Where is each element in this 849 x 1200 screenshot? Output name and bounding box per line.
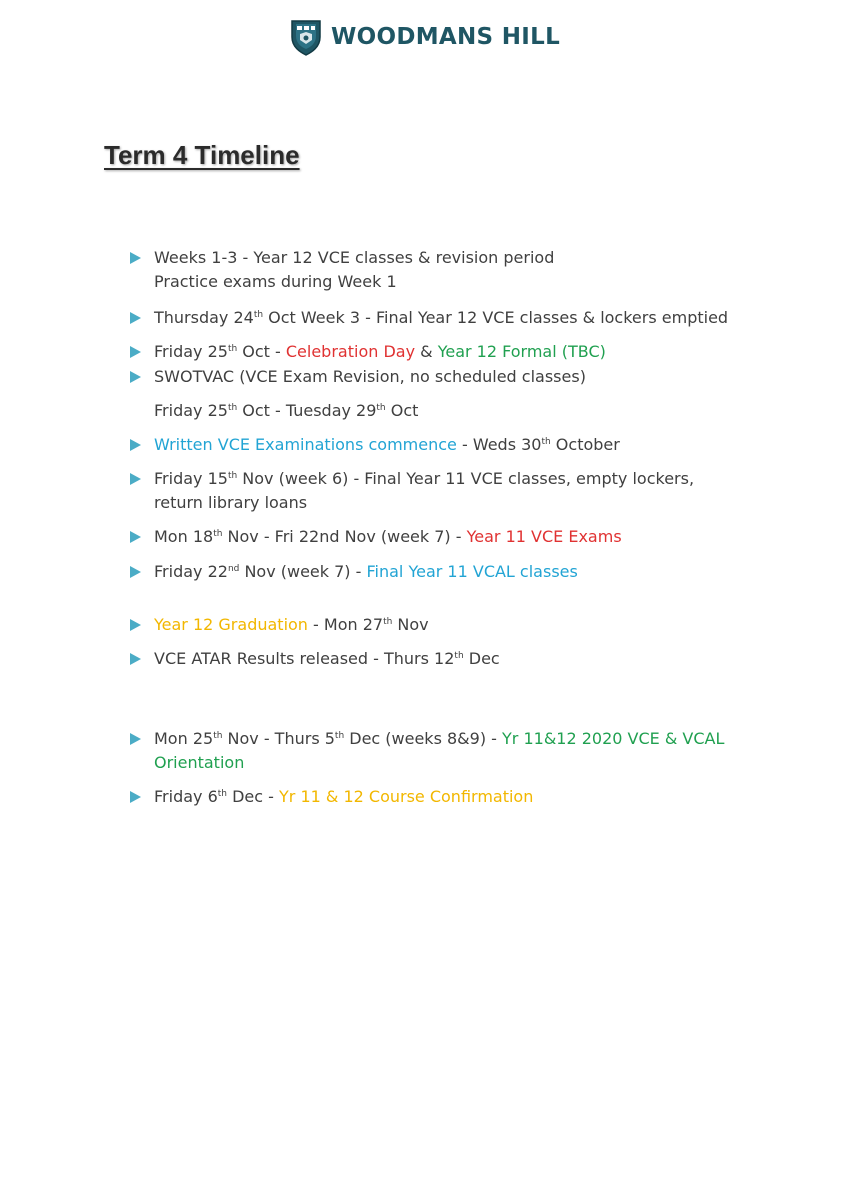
text-segment: Oct - Tuesday 29 [237,401,377,420]
triangle-bullet-icon [130,252,141,264]
timeline-line: Practice exams during Week 1 [154,272,397,291]
highlight-course-confirmation: Yr 11 & 12 Course Confirmation [279,787,534,806]
text-segment: Friday 25 [154,342,228,361]
ordinal-suffix: th [334,731,345,741]
triangle-bullet-icon [130,346,141,358]
text-segment: Dec (weeks 8&9) - [344,729,503,748]
highlight-final-vcal-classes: Final Year 11 VCAL classes [366,562,578,581]
triangle-bullet-icon [130,733,141,745]
ordinal-suffix: th [454,651,464,661]
school-crest-logo [289,18,323,56]
text-segment: Friday 15 [154,469,228,488]
timeline-item-text [154,727,724,775]
school-name: WOODMANS HILL [330,24,561,50]
highlight-year-12-formal: Year 12 Formal (TBC) [437,342,606,361]
text-segment: Friday 22 [154,562,228,581]
text-segment: - Mon 27 [307,615,384,634]
ordinal-suffix: th [383,617,393,627]
ordinal-suffix: th [213,529,223,539]
timeline-item-text [154,647,500,671]
timeline-item-text [154,399,418,423]
timeline-item-text [154,525,622,549]
timeline-line: Weeks 1-3 - Year 12 VCE classes & revision period [154,248,555,267]
ordinal-suffix: th [253,310,264,320]
triangle-bullet-icon [130,791,141,803]
highlight-orientation: Yr 11&12 2020 VCE & VCAL [502,729,725,748]
text-segment: Mon 18 [154,527,214,546]
ordinal-suffix: th [227,471,238,481]
highlight-celebration-day: Celebration Day [285,342,416,361]
text-segment: Nov (week 6) - Final Year 11 VCE classes, empty lockers, [237,469,695,488]
text-segment: Friday 25 [154,401,228,420]
timeline-item-text [154,340,606,364]
triangle-bullet-icon [130,619,141,631]
text-segment: Oct [385,401,419,420]
text-segment: Dec - [227,787,279,806]
text-segment: Mon 25 [154,729,214,748]
triangle-bullet-icon [130,312,141,324]
text-segment: SWOTVAC (VCE Exam Revision, no scheduled classes) [154,367,586,386]
timeline-item-text [154,246,554,294]
ordinal-suffix: th [227,403,238,413]
highlight-orientation: Orientation [154,753,245,772]
triangle-bullet-icon [130,371,141,383]
timeline-item-text [154,613,429,637]
timeline-item-text [154,560,578,584]
text-segment: Friday 6 [154,787,218,806]
ordinal-suffix: th [376,403,386,413]
timeline-item-text [154,433,620,457]
triangle-bullet-icon [130,566,141,578]
text-segment: Nov - Thurs 5 [222,729,335,748]
timeline-item-text [154,365,586,389]
timeline-item-text [154,467,694,515]
header [0,18,849,56]
triangle-bullet-icon [130,653,141,665]
timeline-line [154,727,724,751]
page-title: Term 4 Timeline [104,140,300,170]
triangle-bullet-icon [130,531,141,543]
timeline-line [154,467,694,491]
text-segment: Thursday 24 [154,308,254,327]
text-segment: Nov - Fri 22nd Nov (week 7) - [222,527,467,546]
highlight-year-12-graduation: Year 12 Graduation [154,615,308,634]
highlight-year-11-exams: Year 11 VCE Exams [466,527,622,546]
ordinal-suffix: nd [227,564,240,574]
text-segment: Oct - [237,342,286,361]
triangle-bullet-icon [130,439,141,451]
text-segment: & [415,342,438,361]
timeline-item-text [154,785,533,809]
text-segment: Nov [392,615,429,634]
timeline-line: return library loans [154,493,308,512]
text-segment: Oct Week 3 - Final Year 12 VCE classes & lockers emptied [263,308,729,327]
ordinal-suffix: th [213,731,223,741]
text-segment: - Weds 30 [456,435,542,454]
ordinal-suffix: th [227,344,238,354]
text-segment: October [550,435,620,454]
timeline-item-text [154,306,728,330]
ordinal-suffix: th [217,789,227,799]
text-segment: Nov (week 7) - [239,562,367,581]
triangle-bullet-icon [130,473,141,485]
ordinal-suffix: th [541,437,551,447]
text-segment: VCE ATAR Results released - Thurs 12 [154,649,455,668]
highlight-written-exams: Written VCE Examinations commence [154,435,457,454]
text-segment: Dec [463,649,500,668]
